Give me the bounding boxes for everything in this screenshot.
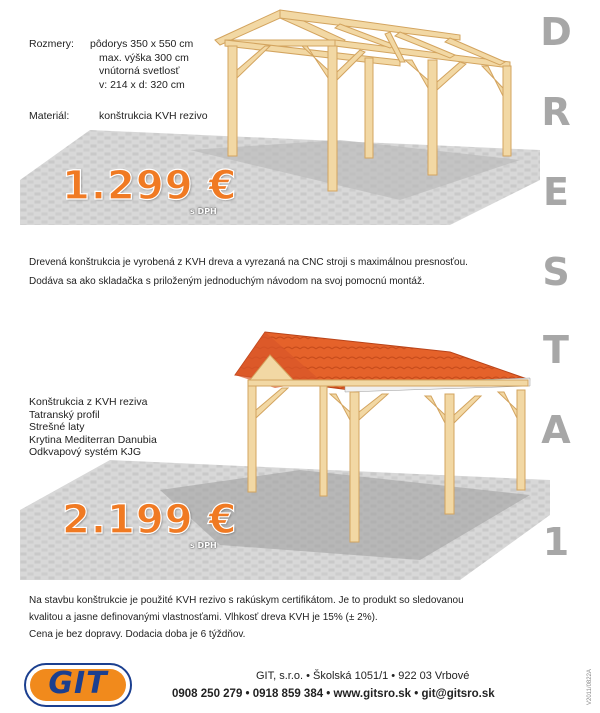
title-letter: S [542,250,570,294]
feature-item: Konštrukcia z KVH reziva [29,396,148,408]
product2-note-1: Na stavbu konštrukcie je použité KVH rezivo s rakúskym certifikátom. Je to produkt so sledovanou [29,595,464,606]
footer-contacts: 0908 250 279 • 0918 859 384 • www.gitsro.sk • git@gitsro.sk [172,688,495,700]
product1-description-1: Drevená konštrukcia je vyrobená z KVH dreva a vyrezaná na CNC stroji s maximálnou presnosťou. [29,257,468,268]
spec-value: vnútorná svetlosť [99,65,180,77]
document-code: V2011/0822A [587,669,593,705]
product2-vat: s DPH [190,541,217,550]
title-letter: R [541,90,571,134]
feature-item: Krytina Mediterran Danubia [29,433,157,446]
spec-value: max. výška 300 cm [99,51,189,64]
logo-text: GIT [48,666,108,701]
product1-vat: s DPH [190,207,217,216]
product1-price: 1.299 € [62,163,238,209]
title-letter: T [543,328,569,372]
spec-label: Rozmery: [29,38,74,50]
feature-item: Tatranský profil [29,408,100,421]
git-logo [24,663,132,707]
spec-value: pôdorys 350 x 550 cm [90,38,194,50]
material-value: konštrukcia KVH rezivo [99,110,208,122]
feature-item: Strešné laty [29,421,85,433]
product2-note-2: kvalitou a jasne definovanými vlastnosťami. Vlhkosť dreva KVH je 15% (± 2%). [29,612,378,623]
product2-note-3: Cena je bez dopravy. Dodacia doba je 6 týždňov. [29,629,246,640]
title-letter: E [543,170,569,214]
product2-features [29,396,229,461]
product1-specs [29,38,229,98]
material-label: Materiál: [29,110,70,122]
title-letter: A [541,408,571,452]
product1-description-2: Dodáva sa ako skladačka s priloženým jednoduchým návodom na svoj pomocnú montáž. [29,276,425,287]
feature-item: Odkvapový systém KJG [29,446,142,458]
product1-material [29,110,249,124]
spec-value: v: 214 x d: 320 cm [99,78,185,91]
vertical-title [536,12,576,572]
title-letter: 1 [542,520,570,564]
footer-address: GIT, s.r.o. • Školská 1051/1 • 922 03 Vrbové [256,670,470,682]
title-letter: D [540,10,572,54]
product2-price: 2.199 € [62,497,238,543]
